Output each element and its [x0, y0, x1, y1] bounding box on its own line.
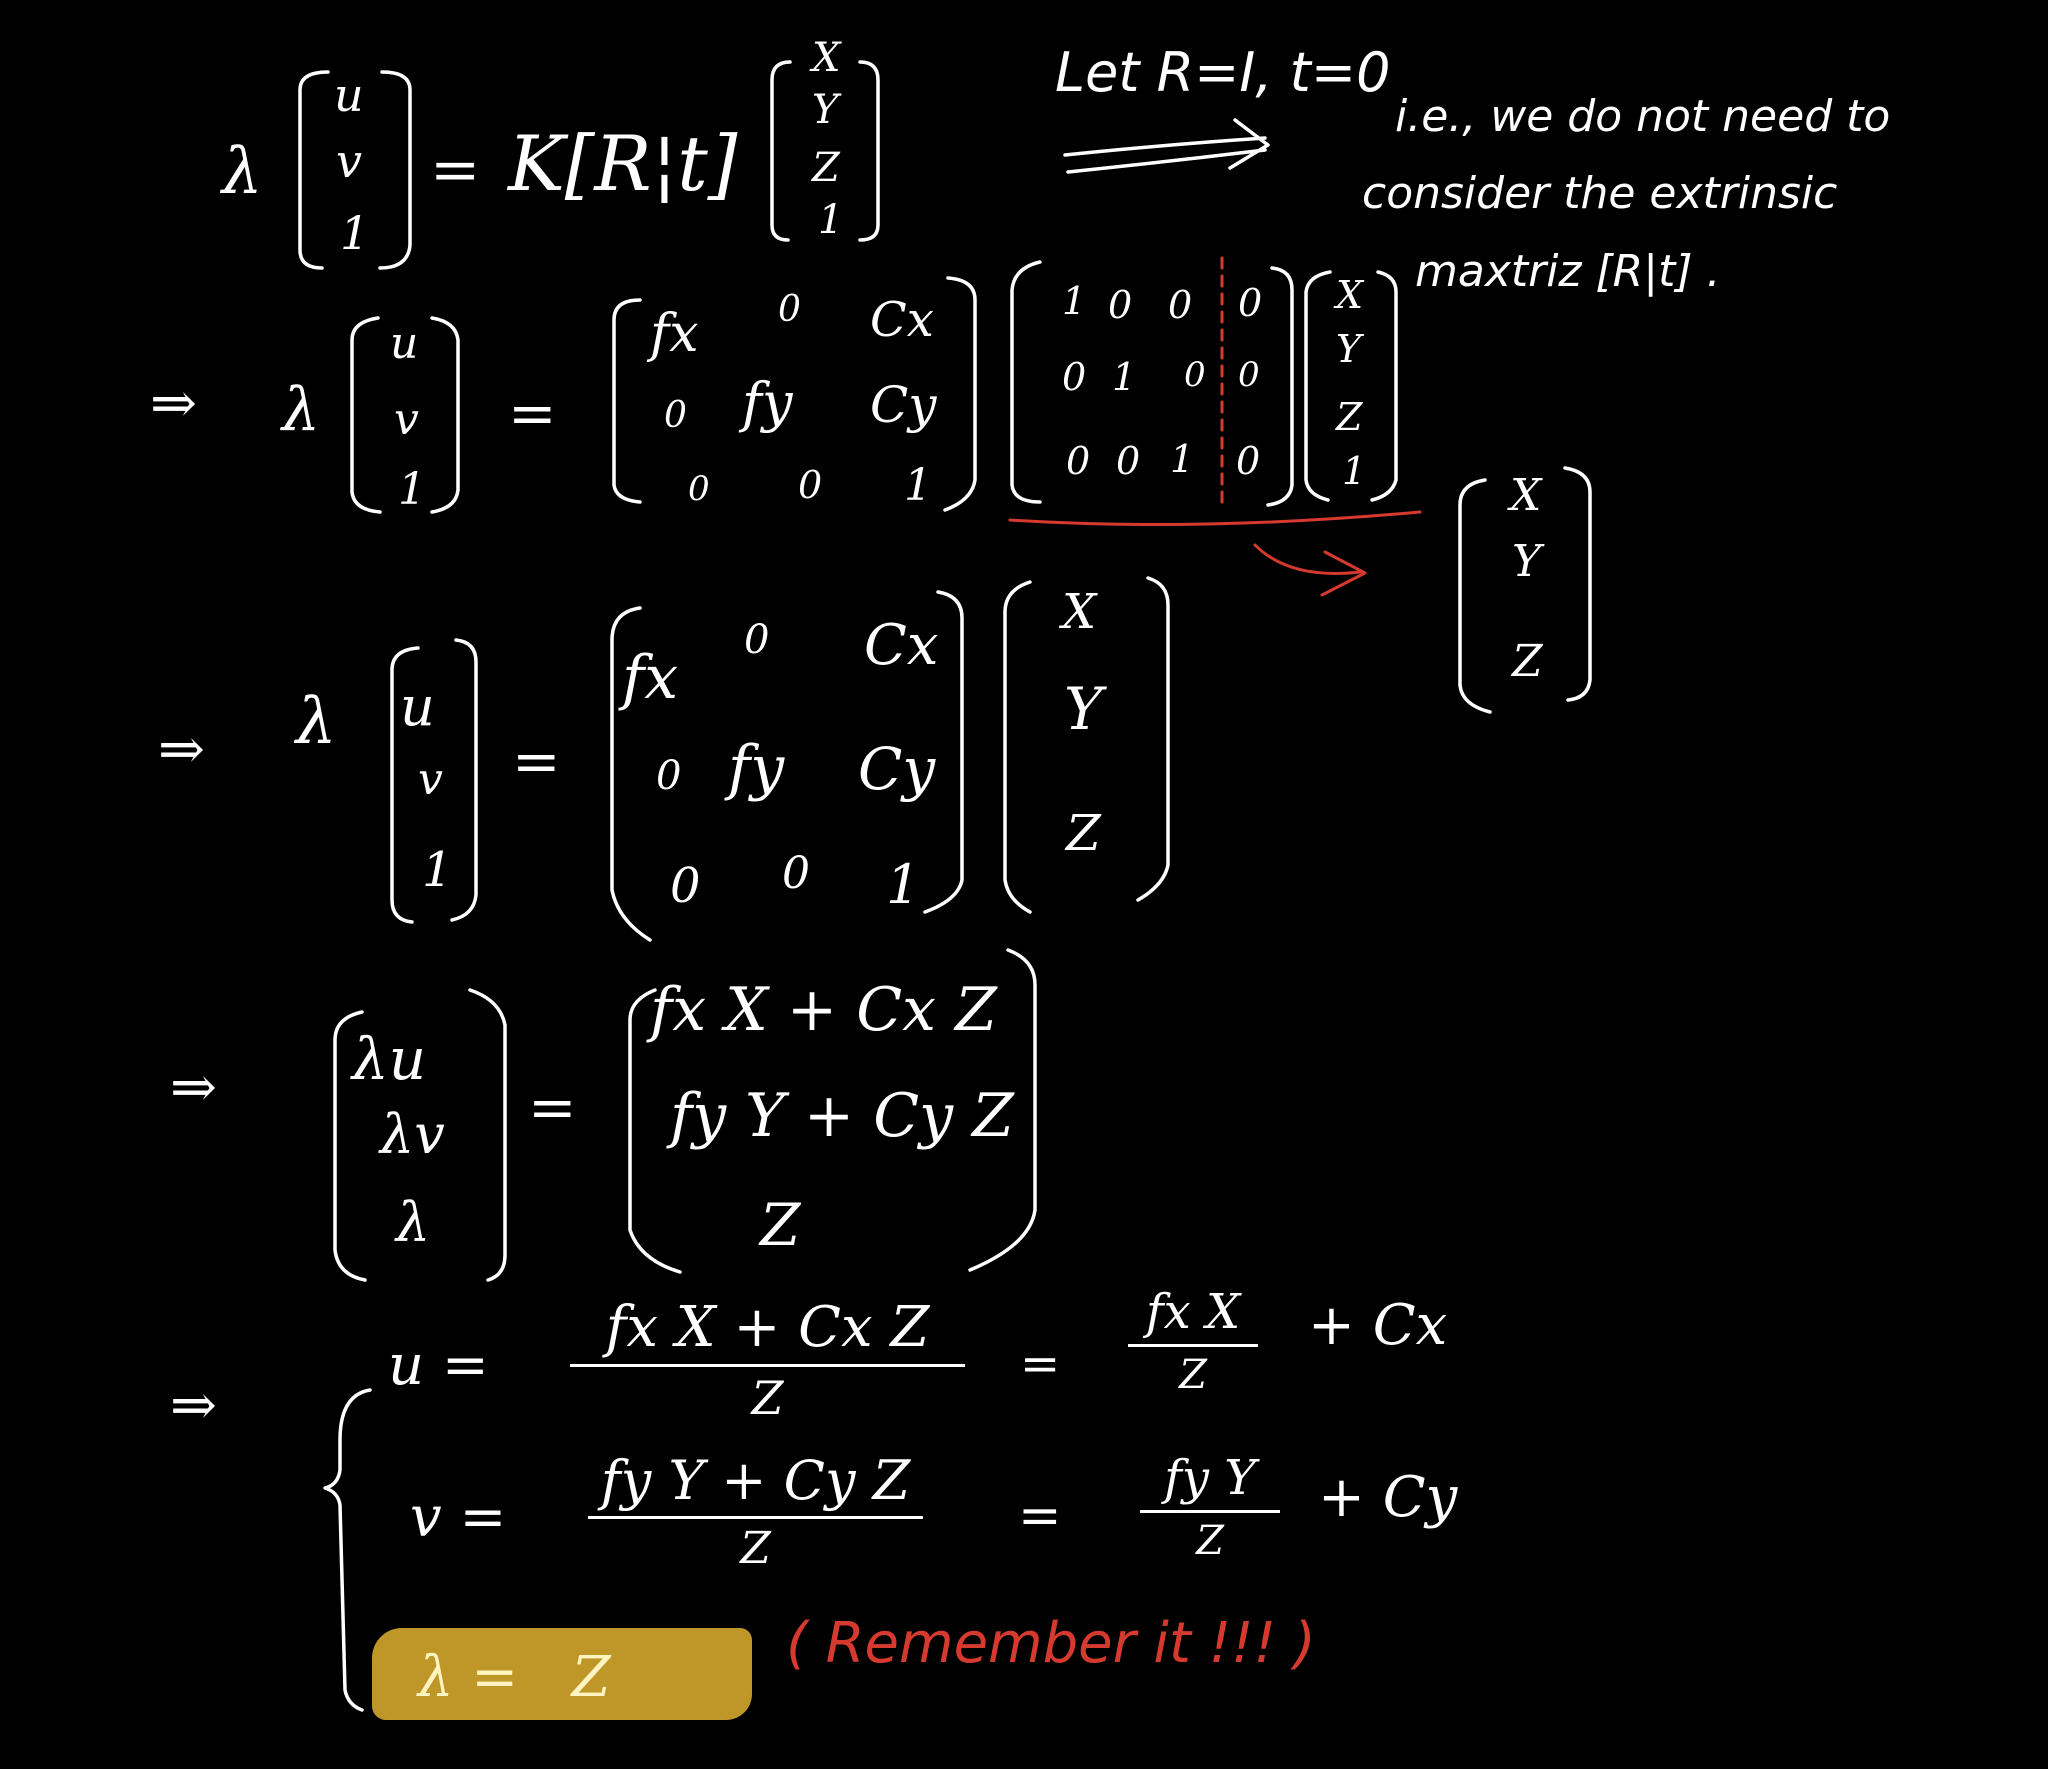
implies-symbol: ⇒	[170, 1373, 217, 1438]
matrix-entry: 0	[1108, 283, 1133, 327]
vector-entry: v	[418, 754, 443, 805]
matrix-entry: 0	[688, 469, 710, 509]
matrix-entry: Cx	[870, 292, 934, 348]
matrix-entry: 1	[1112, 355, 1137, 399]
fraction-numerator: fy Y	[1164, 1450, 1256, 1506]
bracket	[1268, 268, 1292, 505]
matrix-entry: 1	[1170, 437, 1195, 481]
matrix-entry: 0	[1238, 281, 1263, 325]
matrix-entry: 0	[1168, 283, 1193, 327]
matrix-entry: 1	[1062, 279, 1087, 323]
vector-entry: Z	[1336, 395, 1363, 439]
v-label: v =	[410, 1485, 507, 1550]
fraction-bar	[588, 1516, 923, 1519]
bracket	[1460, 480, 1490, 712]
vector-entry: u	[334, 68, 364, 122]
bracket	[452, 640, 476, 920]
matrix-entry: 0	[778, 289, 801, 330]
vector-entry: Z	[812, 145, 840, 191]
vector-entry: Y	[1064, 675, 1103, 743]
vector-entry: Z	[1066, 804, 1101, 862]
matrix-entry: 0	[670, 858, 701, 914]
fraction	[570, 1295, 965, 1425]
matrix-entry: Cx	[864, 613, 939, 678]
vector-entry: 1	[818, 197, 844, 243]
equals-sign: =	[528, 1073, 577, 1141]
vector-entry: u	[390, 318, 419, 369]
red-underline	[1010, 512, 1420, 525]
annotation-let: Let R=I, t=0	[1055, 41, 1391, 104]
vector-entry: fx X + Cx Z	[650, 975, 997, 1045]
matrix-entry: 0	[798, 463, 823, 507]
equals-sign: =	[430, 135, 481, 205]
bracket	[614, 300, 640, 502]
vector-entry: 1	[340, 206, 370, 260]
remember-note: ( Remember it !!! )	[786, 1611, 1316, 1676]
vector-entry: 1	[398, 464, 426, 515]
vector-entry: X	[1336, 273, 1364, 317]
fraction-bar	[570, 1364, 965, 1367]
vector-entry: u	[400, 675, 435, 738]
red-arrow-icon	[1255, 545, 1365, 595]
fraction	[588, 1449, 923, 1574]
matrix-entry: 0	[1238, 355, 1260, 395]
bracket	[470, 990, 505, 1280]
term-tail: + Cx	[1308, 1293, 1448, 1358]
equals-sign: =	[1018, 1486, 1062, 1546]
equals-sign: =	[1020, 1336, 1061, 1392]
matrix-entry: 1	[904, 460, 932, 511]
fraction-numerator: fy Y + Cy Z	[600, 1449, 911, 1512]
matrix-entry: 0	[744, 617, 770, 663]
vector-entry: 1	[422, 842, 453, 898]
arrow-icon	[1065, 120, 1268, 172]
matrix-entry: 0	[1062, 355, 1087, 399]
bracket	[352, 318, 380, 512]
vector-entry: v	[336, 134, 362, 188]
equals-sign: =	[508, 379, 557, 447]
vector-entry: Z	[760, 1191, 801, 1259]
fraction-bar	[1128, 1344, 1258, 1347]
u-label: u =	[388, 1333, 489, 1398]
lambda-equals-z: λ = Z	[418, 1645, 611, 1710]
fraction-denominator: Z	[1179, 1352, 1207, 1398]
fraction-bar	[1140, 1510, 1280, 1513]
brace	[325, 1390, 370, 1710]
fraction	[1140, 1450, 1280, 1564]
implies-symbol: ⇒	[158, 717, 205, 782]
vector-entry: 1	[1342, 449, 1367, 493]
bracket	[300, 72, 328, 268]
bracket	[772, 62, 790, 240]
fraction	[1128, 1284, 1258, 1398]
projection-rhs: K[R¦t]	[508, 119, 738, 208]
matrix-entry: 0	[656, 753, 682, 799]
implies-symbol: ⇒	[170, 1055, 217, 1120]
matrix-entry: 0	[1066, 439, 1091, 483]
matrix-entry: fx	[650, 304, 699, 364]
matrix-entry: Cy	[870, 376, 937, 434]
bracket	[1138, 578, 1168, 900]
lambda-symbol: λ	[282, 375, 321, 445]
lambda-symbol: λ	[222, 135, 263, 209]
matrix-entry: 0	[782, 848, 810, 899]
bracket	[432, 318, 458, 512]
bracket	[945, 278, 975, 510]
matrix-entry: 0	[1236, 439, 1261, 483]
annotation-line: consider the extrinsic	[1362, 168, 1838, 219]
fraction-numerator: fx X + Cx Z	[605, 1295, 930, 1360]
fraction-denominator: Z	[751, 1371, 784, 1425]
vector-entry: v	[394, 394, 419, 445]
implies-symbol: ⇒	[150, 371, 197, 436]
bracket	[1012, 262, 1040, 502]
vector-entry: fy Y + Cy Z	[670, 1081, 1014, 1151]
bracket	[1565, 468, 1590, 700]
equals-sign: =	[512, 727, 561, 795]
vector-entry: Y	[1512, 536, 1542, 587]
fraction-denominator: Z	[1196, 1518, 1224, 1564]
bracket	[860, 62, 878, 240]
matrix-entry: 0	[1184, 355, 1206, 395]
matrix-entry: Cy	[858, 735, 936, 803]
vector-entry: λu	[352, 1025, 427, 1093]
matrix-entry: 0	[664, 395, 687, 436]
matrix-entry: 1	[886, 853, 921, 916]
matrix-entry: fx	[622, 643, 679, 713]
lambda-symbol: λ	[296, 685, 337, 759]
vector-entry: λ	[396, 1191, 431, 1254]
annotation-line: maxtriz [R|t] .	[1415, 246, 1721, 297]
bracket	[1372, 272, 1396, 500]
vector-entry: Y	[812, 87, 839, 133]
vector-entry: λv	[380, 1103, 445, 1166]
vector-entry: X	[812, 35, 841, 81]
bracket	[380, 72, 410, 268]
annotation-line: i.e., we do not need to	[1395, 91, 1891, 142]
vector-entry: X	[1062, 584, 1097, 640]
bracket	[1005, 582, 1030, 912]
vector-entry: X	[1510, 470, 1542, 521]
matrix-entry: fy	[728, 733, 785, 803]
matrix-entry: 0	[1116, 439, 1141, 483]
matrix-entry: fy	[742, 371, 793, 434]
vector-entry: Y	[1336, 327, 1362, 371]
vector-entry: Z	[1512, 636, 1543, 687]
fraction-numerator: fx X	[1145, 1284, 1241, 1340]
term-tail: + Cy	[1318, 1465, 1458, 1530]
fraction-denominator: Z	[740, 1523, 771, 1574]
bracket	[1306, 272, 1330, 500]
